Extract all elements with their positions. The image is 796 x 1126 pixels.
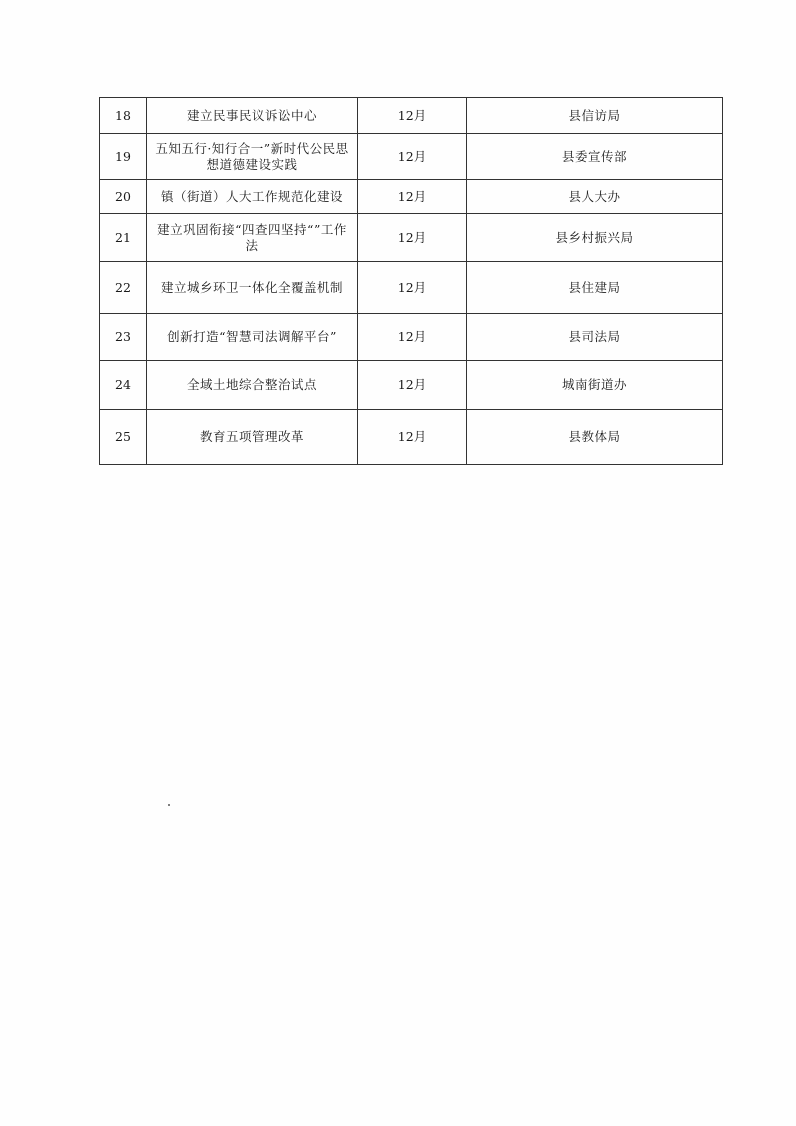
task-item: 五知五行·知行合一”新时代公民思想道德建设实践 [147,134,358,180]
deadline: 12月 [358,134,467,180]
row-number: 22 [100,262,147,314]
row-number: 19 [100,134,147,180]
row-number: 24 [100,361,147,410]
task-item: 创新打造“智慧司法调解平台” [147,314,358,361]
responsible-unit: 城南街道办 [467,361,723,410]
responsible-unit: 县人大办 [467,180,723,214]
responsible-unit: 县教体局 [467,410,723,465]
table-row [100,262,723,314]
row-number: 21 [100,214,147,262]
responsible-unit: 县委宣传部 [467,134,723,180]
deadline: 12月 [358,410,467,465]
task-table [99,97,723,465]
row-number: 18 [100,98,147,134]
deadline: 12月 [358,98,467,134]
deadline: 12月 [358,262,467,314]
task-item: 教育五项管理改革 [147,410,358,465]
deadline: 12月 [358,361,467,410]
task-item: 建立民事民议诉讼中心 [147,98,358,134]
task-item: 镇（街道）人大工作规范化建设 [147,180,358,214]
responsible-unit: 县信访局 [467,98,723,134]
deadline: 12月 [358,180,467,214]
table-row [100,410,723,465]
responsible-unit: 县司法局 [467,314,723,361]
responsible-unit: 县住建局 [467,262,723,314]
table-row [100,134,723,180]
table-row [100,361,723,410]
row-number: 20 [100,180,147,214]
deadline: 12月 [358,314,467,361]
table-row [100,214,723,262]
row-number: 25 [100,410,147,465]
table-row [100,98,723,134]
task-item: 建立巩固衔接“四查四坚持“”工作法 [147,214,358,262]
table-row [100,180,723,214]
responsible-unit: 县乡村振兴局 [467,214,723,262]
row-number: 23 [100,314,147,361]
table-row [100,314,723,361]
deadline: 12月 [358,214,467,262]
task-item: 建立城乡环卫一体化全覆盖机制 [147,262,358,314]
scan-speck [168,804,170,806]
task-item: 全域土地综合整治试点 [147,361,358,410]
